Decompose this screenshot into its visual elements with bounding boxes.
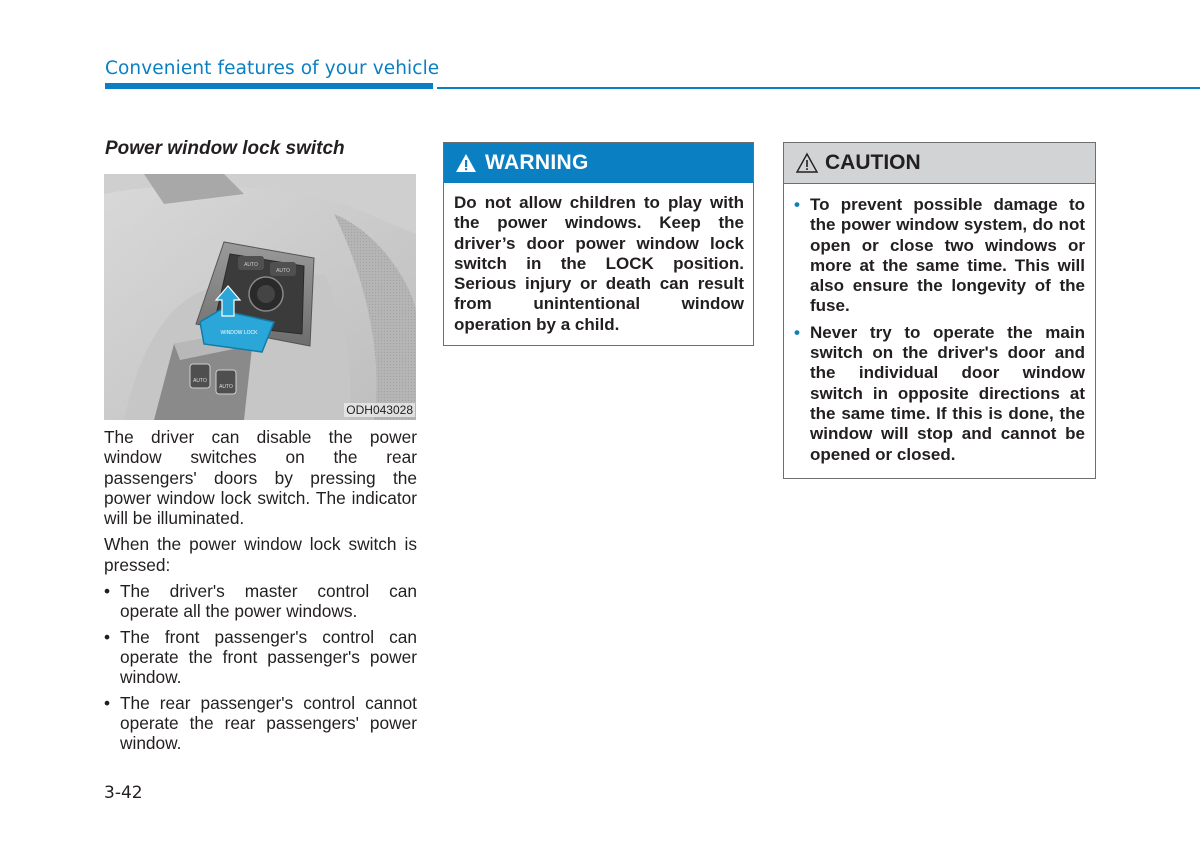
bullet-icon: • bbox=[794, 322, 800, 342]
caution-title: CAUTION bbox=[825, 151, 921, 174]
bullet-icon: • bbox=[104, 692, 111, 713]
caution-header bbox=[784, 143, 1095, 184]
figure-code: ODH043028 bbox=[346, 403, 413, 417]
header-rule-thin bbox=[437, 87, 1200, 89]
list-item bbox=[104, 581, 417, 622]
lock-switch-label: WINDOW LOCK bbox=[220, 330, 258, 336]
warning-triangle-icon bbox=[455, 153, 477, 173]
warning-box bbox=[443, 142, 754, 346]
door-panel-drawing bbox=[104, 174, 416, 420]
body-paragraph: The driver can disable the power window switches on the rear passengers' doors by pressing the power window lock switch. The indicator will be illuminated. bbox=[104, 427, 417, 529]
rear-switch-label-right: AUTO bbox=[219, 384, 233, 390]
bullet-icon: • bbox=[104, 581, 111, 602]
running-header-title: Convenient features of your vehicle bbox=[105, 58, 440, 79]
caution-item bbox=[794, 323, 1085, 465]
section-title: Power window lock switch bbox=[105, 138, 345, 159]
list-item-text: The front passenger's control can operate the front passenger's power window. bbox=[120, 626, 417, 688]
caution-item-text: To prevent possible damage to the power window system, do not open or close two windows or more at the same time. This will also ensure the longevity of the fuse. bbox=[810, 195, 1085, 316]
bullet-icon: • bbox=[104, 626, 111, 647]
warning-header bbox=[444, 143, 753, 183]
body-text-column bbox=[104, 427, 417, 758]
caution-box bbox=[783, 142, 1096, 479]
caution-list bbox=[784, 184, 1095, 465]
list-item-text: The driver's master control can operate all the power windows. bbox=[120, 581, 417, 622]
list-item bbox=[104, 627, 417, 688]
list-item-text: The rear passenger's control cannot operate the rear passengers' power window. bbox=[120, 692, 417, 754]
warning-text: Do not allow children to play with the power windows. Keep the driver’s door power window lock switch in the LOCK position. Serious injury or death can result from unintentional window operation by a child. bbox=[454, 193, 744, 334]
page-number: 3-42 bbox=[104, 783, 143, 803]
caution-triangle-icon bbox=[795, 152, 819, 174]
header-rule-thick bbox=[105, 83, 433, 89]
warning-title: WARNING bbox=[485, 151, 589, 174]
list-item bbox=[104, 693, 417, 754]
door-switch-illustration bbox=[104, 174, 416, 420]
switch-label-auto-2: AUTO bbox=[276, 268, 290, 274]
switch-label-auto-1: AUTO bbox=[244, 262, 258, 268]
rear-switch-label-left: AUTO bbox=[193, 378, 207, 384]
body-paragraph: When the power window lock switch is pressed: bbox=[104, 534, 417, 575]
body-bullet-list bbox=[104, 581, 417, 753]
bullet-icon: • bbox=[794, 195, 800, 214]
caution-item bbox=[794, 195, 1085, 317]
caution-item-text: Never try to operate the main switch on the driver's door and the individual door window switch in opposite directions at the same time. If this is done, the window will stop and cannot be opened or closed. bbox=[810, 322, 1085, 464]
